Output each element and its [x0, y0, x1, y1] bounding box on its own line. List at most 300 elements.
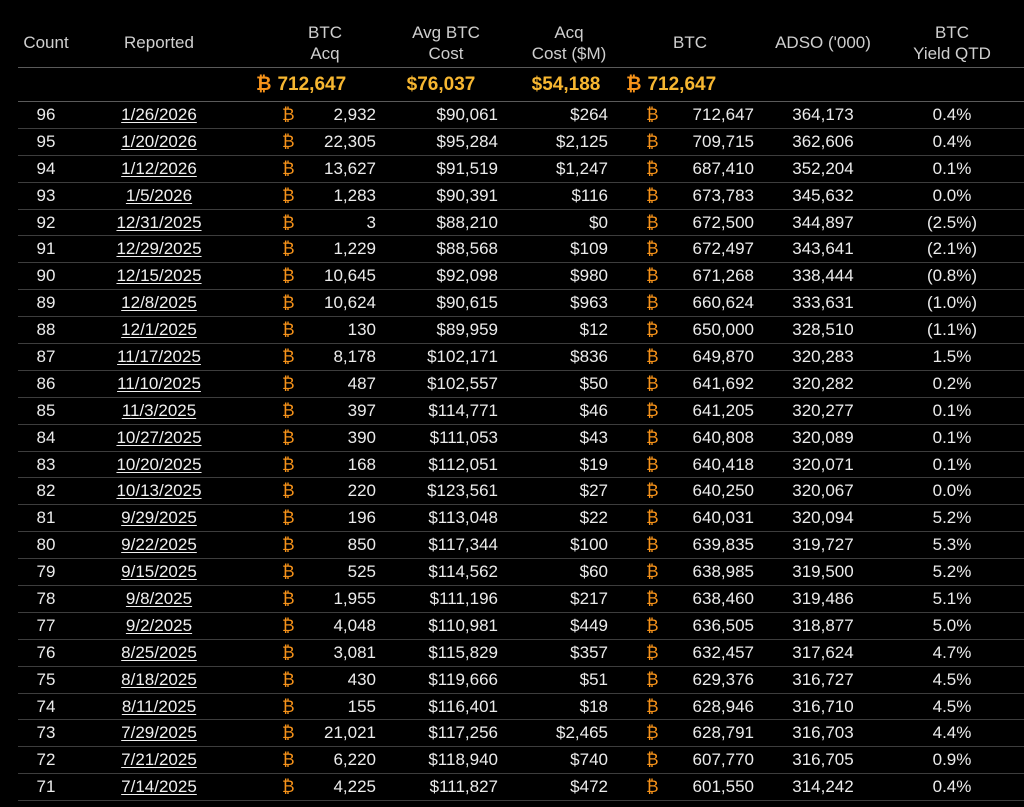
row-btc-yield: 5.3% [932, 535, 972, 555]
row-btc-value: 641,205 [692, 400, 754, 420]
totals-btc-acq-value: 712,647 [277, 73, 347, 95]
row-btc-acq-value: 397 [347, 400, 376, 420]
row-adso: 364,173 [792, 104, 854, 124]
row-btc-acq-value: 21,021 [324, 723, 376, 743]
row-acq-cost: $472 [570, 777, 608, 797]
row-acq-cost: $27 [579, 481, 608, 501]
table-row [18, 747, 1024, 774]
row-adso: 320,089 [792, 427, 854, 447]
row-avg-btc-cost: $110,981 [428, 615, 498, 635]
row-btc-acq-value: 155 [347, 696, 376, 716]
row-btc [626, 374, 754, 394]
row-avg-btc-cost: $95,284 [436, 131, 498, 151]
row-btc-acq [244, 159, 376, 179]
row-btc-yield: 0.1% [932, 454, 972, 474]
row-btc-yield: (0.8%) [926, 266, 978, 286]
row-acq-cost: $740 [570, 750, 608, 770]
table-row [18, 156, 1024, 183]
row-reported [74, 293, 244, 313]
reported-date-link[interactable]: 1/20/2026 [121, 131, 197, 151]
row-acq-cost: $357 [570, 642, 608, 662]
row-btc [626, 159, 754, 179]
row-acq-cost: $18 [579, 696, 608, 716]
reported-date-link[interactable]: 10/20/2025 [116, 454, 202, 474]
row-acq-cost: $19 [579, 454, 608, 474]
row-count: 73 [36, 723, 56, 743]
row-btc [626, 239, 754, 259]
row-btc-acq-value: 130 [347, 320, 376, 340]
reported-date-link[interactable]: 9/29/2025 [121, 508, 197, 528]
row-btc-yield: (2.5%) [926, 212, 978, 232]
bitcoin-icon: ₿ [282, 185, 295, 205]
header-acq-cost[interactable] [506, 23, 626, 64]
table-row [18, 371, 1024, 398]
bitcoin-icon: ₿ [282, 427, 295, 447]
table-row [18, 210, 1024, 237]
header-avg-btc-cost[interactable] [376, 23, 506, 64]
row-btc-value: 628,791 [692, 723, 754, 743]
row-btc [626, 777, 754, 797]
table-row [18, 344, 1024, 371]
row-reported [74, 750, 244, 770]
row-adso: 320,277 [792, 400, 854, 420]
row-count: 78 [36, 588, 56, 608]
table-row [18, 694, 1024, 721]
row-count: 87 [36, 346, 56, 366]
row-reported [74, 777, 244, 797]
bitcoin-icon: ₿ [282, 615, 295, 635]
bitcoin-icon: ₿ [646, 185, 659, 205]
row-acq-cost: $963 [570, 293, 608, 313]
row-reported [74, 186, 244, 206]
row-avg-btc-cost: $114,562 [428, 562, 498, 582]
reported-date-link[interactable]: 8/18/2025 [121, 669, 197, 689]
header-avg-btc-cost-line1: Avg BTC [412, 23, 480, 43]
row-count: 79 [36, 562, 56, 582]
bitcoin-icon: ₿ [282, 293, 295, 313]
bitcoin-icon: ₿ [646, 562, 659, 582]
totals-avg-btc-cost: $76,037 [406, 73, 476, 95]
bitcoin-icon: ₿ [646, 750, 659, 770]
row-btc-acq [244, 562, 376, 582]
bitcoin-icon: ₿ [282, 104, 295, 124]
row-acq-cost: $22 [579, 508, 608, 528]
table-row [18, 505, 1024, 532]
row-reported [74, 481, 244, 501]
row-acq-cost: $43 [579, 427, 608, 447]
row-avg-btc-cost: $116,401 [428, 696, 498, 716]
row-count: 72 [36, 750, 56, 770]
row-btc [626, 266, 754, 286]
header-btc-acq[interactable] [244, 23, 376, 64]
reported-date-link[interactable]: 11/3/2025 [121, 400, 197, 420]
row-reported [74, 401, 244, 421]
reported-date-link[interactable]: 9/22/2025 [121, 535, 197, 555]
row-btc-acq [244, 213, 376, 233]
row-acq-cost: $264 [570, 104, 608, 124]
row-reported [74, 239, 244, 259]
row-btc-value: 640,808 [692, 427, 754, 447]
row-btc-value: 709,715 [692, 131, 754, 151]
row-adso: 338,444 [792, 266, 854, 286]
row-adso: 314,242 [792, 777, 854, 797]
bitcoin-icon: ₿ [646, 346, 659, 366]
row-adso: 320,283 [792, 346, 854, 366]
row-btc-value: 601,550 [692, 777, 754, 797]
row-btc-value: 639,835 [692, 535, 754, 555]
totals-btc-value: 712,647 [647, 73, 717, 95]
row-btc-acq-value: 390 [347, 427, 376, 447]
row-reported [74, 508, 244, 528]
bitcoin-icon: ₿ [646, 427, 659, 447]
row-btc-acq-value: 13,627 [324, 158, 376, 178]
row-btc [626, 186, 754, 206]
row-btc-acq-value: 10,645 [324, 266, 376, 286]
bitcoin-icon: ₿ [646, 696, 659, 716]
row-adso: 316,703 [792, 723, 854, 743]
row-count: 91 [36, 239, 56, 259]
reported-date-link[interactable]: 1/26/2026 [121, 104, 197, 124]
row-btc [626, 293, 754, 313]
header-btc-yield-line1: BTC [935, 23, 969, 43]
bitcoin-icon: ₿ [646, 723, 659, 743]
bitcoin-icon: ₿ [646, 373, 659, 393]
row-avg-btc-cost: $102,171 [427, 346, 498, 366]
row-btc [626, 670, 754, 690]
row-btc-acq-value: 1,955 [333, 588, 376, 608]
row-btc-yield: 4.5% [932, 669, 972, 689]
row-acq-cost: $51 [579, 669, 608, 689]
row-avg-btc-cost: $117,344 [428, 535, 498, 555]
row-btc-acq-value: 1,229 [333, 239, 376, 259]
bitcoin-icon: ₿ [282, 588, 295, 608]
reported-date-link[interactable]: 7/21/2025 [121, 750, 197, 770]
row-avg-btc-cost: $111,196 [429, 588, 498, 608]
row-btc-acq-value: 3 [366, 212, 376, 232]
header-reported[interactable]: Reported [124, 33, 194, 53]
header-avg-btc-cost-line2: Cost [428, 43, 464, 63]
row-avg-btc-cost: $92,098 [436, 266, 498, 286]
row-btc-yield: 0.1% [932, 427, 972, 447]
bitcoin-icon: ₿ [282, 373, 295, 393]
row-reported [74, 562, 244, 582]
row-btc-value: 607,770 [692, 750, 754, 770]
row-adso: 362,606 [792, 131, 854, 151]
row-btc-acq-value: 6,220 [333, 750, 376, 770]
header-count[interactable]: Count [23, 33, 69, 53]
row-btc [626, 589, 754, 609]
bitcoin-icon: ₿ [282, 158, 295, 178]
row-avg-btc-cost: $112,051 [428, 454, 498, 474]
reported-date-link[interactable]: 1/5/2026 [125, 185, 193, 205]
row-adso: 352,204 [792, 158, 854, 178]
btc-purchases-table [18, 20, 1024, 801]
row-avg-btc-cost: $114,771 [428, 400, 498, 420]
row-btc-yield: 4.5% [932, 696, 972, 716]
reported-date-link[interactable]: 8/11/2025 [121, 696, 197, 716]
totals-btc [626, 74, 754, 96]
row-acq-cost: $836 [570, 346, 608, 366]
row-btc-yield: 5.0% [932, 615, 972, 635]
reported-date-link[interactable]: 12/15/2025 [116, 266, 202, 286]
row-btc-value: 640,031 [692, 508, 754, 528]
row-reported [74, 535, 244, 555]
row-btc-acq [244, 508, 376, 528]
table-row [18, 532, 1024, 559]
table-row [18, 559, 1024, 586]
reported-date-link[interactable]: 11/10/2025 [117, 373, 201, 393]
row-btc-acq [244, 643, 376, 663]
bitcoin-icon: ₿ [282, 777, 295, 797]
row-reported [74, 159, 244, 179]
row-adso: 345,632 [792, 185, 854, 205]
row-count: 74 [36, 696, 56, 716]
row-btc-acq [244, 401, 376, 421]
row-btc-acq-value: 22,305 [324, 131, 376, 151]
row-btc-yield: 0.4% [932, 777, 972, 797]
row-adso: 344,897 [792, 212, 854, 232]
row-count: 84 [36, 427, 56, 447]
row-adso: 317,624 [792, 642, 854, 662]
reported-date-link[interactable]: 12/1/2025 [121, 320, 197, 340]
bitcoin-icon: ₿ [282, 562, 295, 582]
table-row [18, 586, 1024, 613]
row-btc-acq [244, 750, 376, 770]
row-reported [74, 428, 244, 448]
reported-date-link[interactable]: 1/12/2026 [121, 158, 197, 178]
row-adso: 320,094 [792, 508, 854, 528]
row-btc-value: 672,500 [692, 212, 754, 232]
row-btc-value: 650,000 [692, 320, 754, 340]
table-row [18, 720, 1024, 747]
header-btc[interactable]: BTC [673, 33, 707, 53]
bitcoin-icon: ₿ [282, 400, 295, 420]
row-count: 82 [36, 481, 56, 501]
table-row [18, 398, 1024, 425]
row-btc [626, 508, 754, 528]
bitcoin-icon: ₿ [646, 266, 659, 286]
reported-date-link[interactable]: 10/13/2025 [116, 481, 202, 501]
bitcoin-icon: ₿ [282, 481, 295, 501]
row-btc-yield: 0.0% [932, 481, 972, 501]
row-btc-acq [244, 535, 376, 555]
row-acq-cost: $980 [570, 266, 608, 286]
row-btc-acq [244, 186, 376, 206]
row-count: 76 [36, 642, 56, 662]
table-row [18, 183, 1024, 210]
header-btc-acq-line1: BTC [308, 23, 342, 43]
row-reported [74, 723, 244, 743]
row-btc-acq [244, 616, 376, 636]
row-adso: 328,510 [792, 320, 854, 340]
table-row [18, 478, 1024, 505]
table-row [18, 452, 1024, 479]
bitcoin-icon: ₿ [626, 73, 642, 95]
row-btc-value: 687,410 [692, 158, 754, 178]
row-reported [74, 697, 244, 717]
table-row [18, 667, 1024, 694]
row-avg-btc-cost: $102,557 [427, 373, 498, 393]
bitcoin-icon: ₿ [282, 696, 295, 716]
row-btc-acq-value: 525 [347, 562, 376, 582]
row-btc-acq-value: 8,178 [333, 346, 376, 366]
row-reported [74, 643, 244, 663]
reported-date-link[interactable]: 12/29/2025 [116, 239, 202, 259]
row-adso: 320,071 [792, 454, 854, 474]
bitcoin-icon: ₿ [646, 588, 659, 608]
table-header [18, 20, 1024, 68]
row-btc-acq-value: 4,225 [333, 777, 376, 797]
row-btc-yield: 4.4% [932, 723, 972, 743]
row-btc-yield: (2.1%) [926, 239, 978, 259]
row-btc-value: 638,460 [692, 588, 754, 608]
row-btc-yield: 4.7% [932, 642, 972, 662]
reported-date-link[interactable]: 10/27/2025 [116, 427, 202, 447]
bitcoin-icon: ₿ [646, 481, 659, 501]
row-btc [626, 723, 754, 743]
row-btc [626, 535, 754, 555]
row-btc-acq-value: 850 [347, 535, 376, 555]
row-reported [74, 374, 244, 394]
header-adso[interactable]: ADSO ('000) [775, 33, 871, 53]
row-acq-cost: $1,247 [556, 158, 608, 178]
reported-date-link[interactable]: 9/2/2025 [125, 615, 193, 635]
bitcoin-icon: ₿ [282, 131, 295, 151]
bitcoin-icon: ₿ [646, 131, 659, 151]
row-acq-cost: $2,465 [556, 723, 608, 743]
row-btc-value: 636,505 [692, 615, 754, 635]
row-btc-acq [244, 239, 376, 259]
bitcoin-icon: ₿ [282, 212, 295, 232]
bitcoin-icon: ₿ [646, 535, 659, 555]
bitcoin-icon: ₿ [282, 320, 295, 340]
table-row [18, 263, 1024, 290]
header-acq-cost-line2: Cost ($M) [531, 43, 607, 63]
bitcoin-icon: ₿ [282, 642, 295, 662]
reported-date-link[interactable]: 7/14/2025 [121, 777, 197, 797]
row-adso: 333,631 [792, 293, 854, 313]
row-reported [74, 347, 244, 367]
row-reported [74, 670, 244, 690]
row-reported [74, 455, 244, 475]
row-reported [74, 266, 244, 286]
reported-date-link[interactable]: 7/29/2025 [121, 723, 197, 743]
bitcoin-icon: ₿ [282, 266, 295, 286]
table-row [18, 317, 1024, 344]
row-count: 75 [36, 669, 56, 689]
reported-date-link[interactable]: 11/17/2025 [117, 346, 201, 366]
row-btc [626, 750, 754, 770]
row-btc-value: 638,985 [692, 562, 754, 582]
row-btc-value: 671,268 [692, 266, 754, 286]
row-avg-btc-cost: $117,256 [428, 723, 498, 743]
bitcoin-icon: ₿ [282, 535, 295, 555]
row-btc-acq [244, 697, 376, 717]
row-btc [626, 132, 754, 152]
row-avg-btc-cost: $111,827 [429, 777, 498, 797]
row-count: 71 [36, 777, 56, 797]
row-adso: 316,710 [792, 696, 854, 716]
reported-date-link[interactable]: 9/15/2025 [121, 562, 197, 582]
row-reported [74, 589, 244, 609]
row-btc-value: 672,497 [692, 239, 754, 259]
row-acq-cost: $116 [571, 185, 608, 205]
row-reported [74, 132, 244, 152]
row-btc [626, 616, 754, 636]
row-count: 81 [36, 508, 56, 528]
row-btc-value: 660,624 [692, 293, 754, 313]
bitcoin-icon: ₿ [256, 73, 272, 95]
row-btc-acq-value: 487 [347, 373, 376, 393]
row-btc [626, 105, 754, 125]
row-acq-cost: $50 [579, 373, 608, 393]
reported-date-link[interactable]: 9/8/2025 [125, 588, 193, 608]
bitcoin-icon: ₿ [646, 212, 659, 232]
row-avg-btc-cost: $90,061 [436, 104, 498, 124]
row-count: 96 [36, 104, 56, 124]
reported-date-link[interactable]: 8/25/2025 [121, 642, 197, 662]
row-btc-value: 641,692 [692, 373, 754, 393]
reported-date-link[interactable]: 12/8/2025 [121, 293, 197, 313]
header-btc-acq-line2: Acq [310, 43, 340, 63]
row-btc-value: 640,250 [692, 481, 754, 501]
bitcoin-icon: ₿ [646, 669, 659, 689]
row-btc-yield: 0.1% [932, 158, 972, 178]
row-adso: 320,067 [792, 481, 854, 501]
row-btc-acq [244, 347, 376, 367]
row-btc-yield: (1.1%) [926, 320, 978, 340]
row-btc-acq-value: 1,283 [333, 185, 376, 205]
header-btc-yield[interactable] [892, 23, 1012, 64]
row-reported [74, 616, 244, 636]
row-btc-yield: 0.0% [932, 185, 972, 205]
row-avg-btc-cost: $91,519 [436, 158, 498, 178]
row-btc [626, 213, 754, 233]
bitcoin-icon: ₿ [646, 454, 659, 474]
bitcoin-icon: ₿ [282, 723, 295, 743]
bitcoin-icon: ₿ [646, 642, 659, 662]
row-btc [626, 481, 754, 501]
row-btc-acq [244, 132, 376, 152]
bitcoin-icon: ₿ [646, 777, 659, 797]
row-acq-cost: $46 [579, 400, 608, 420]
row-count: 93 [36, 185, 56, 205]
row-btc-value: 629,376 [692, 669, 754, 689]
row-btc-acq-value: 430 [347, 669, 376, 689]
row-adso: 319,486 [792, 588, 854, 608]
row-btc-acq [244, 589, 376, 609]
row-btc [626, 697, 754, 717]
row-avg-btc-cost: $111,053 [429, 427, 498, 447]
row-btc-yield: 5.2% [932, 562, 972, 582]
row-btc-yield: 5.1% [932, 588, 972, 608]
row-btc-acq-value: 220 [347, 481, 376, 501]
row-btc-value: 628,946 [692, 696, 754, 716]
row-adso: 319,500 [792, 562, 854, 582]
totals-row [18, 68, 1024, 102]
row-count: 85 [36, 400, 56, 420]
row-btc-acq-value: 168 [347, 454, 376, 474]
row-btc-acq [244, 320, 376, 340]
bitcoin-icon: ₿ [646, 239, 659, 259]
row-btc-yield: 0.4% [932, 131, 972, 151]
table-row [18, 640, 1024, 667]
row-adso: 316,705 [792, 750, 854, 770]
reported-date-link[interactable]: 12/31/2025 [116, 212, 202, 232]
row-acq-cost: $100 [570, 535, 608, 555]
row-btc-acq [244, 670, 376, 690]
row-btc [626, 320, 754, 340]
